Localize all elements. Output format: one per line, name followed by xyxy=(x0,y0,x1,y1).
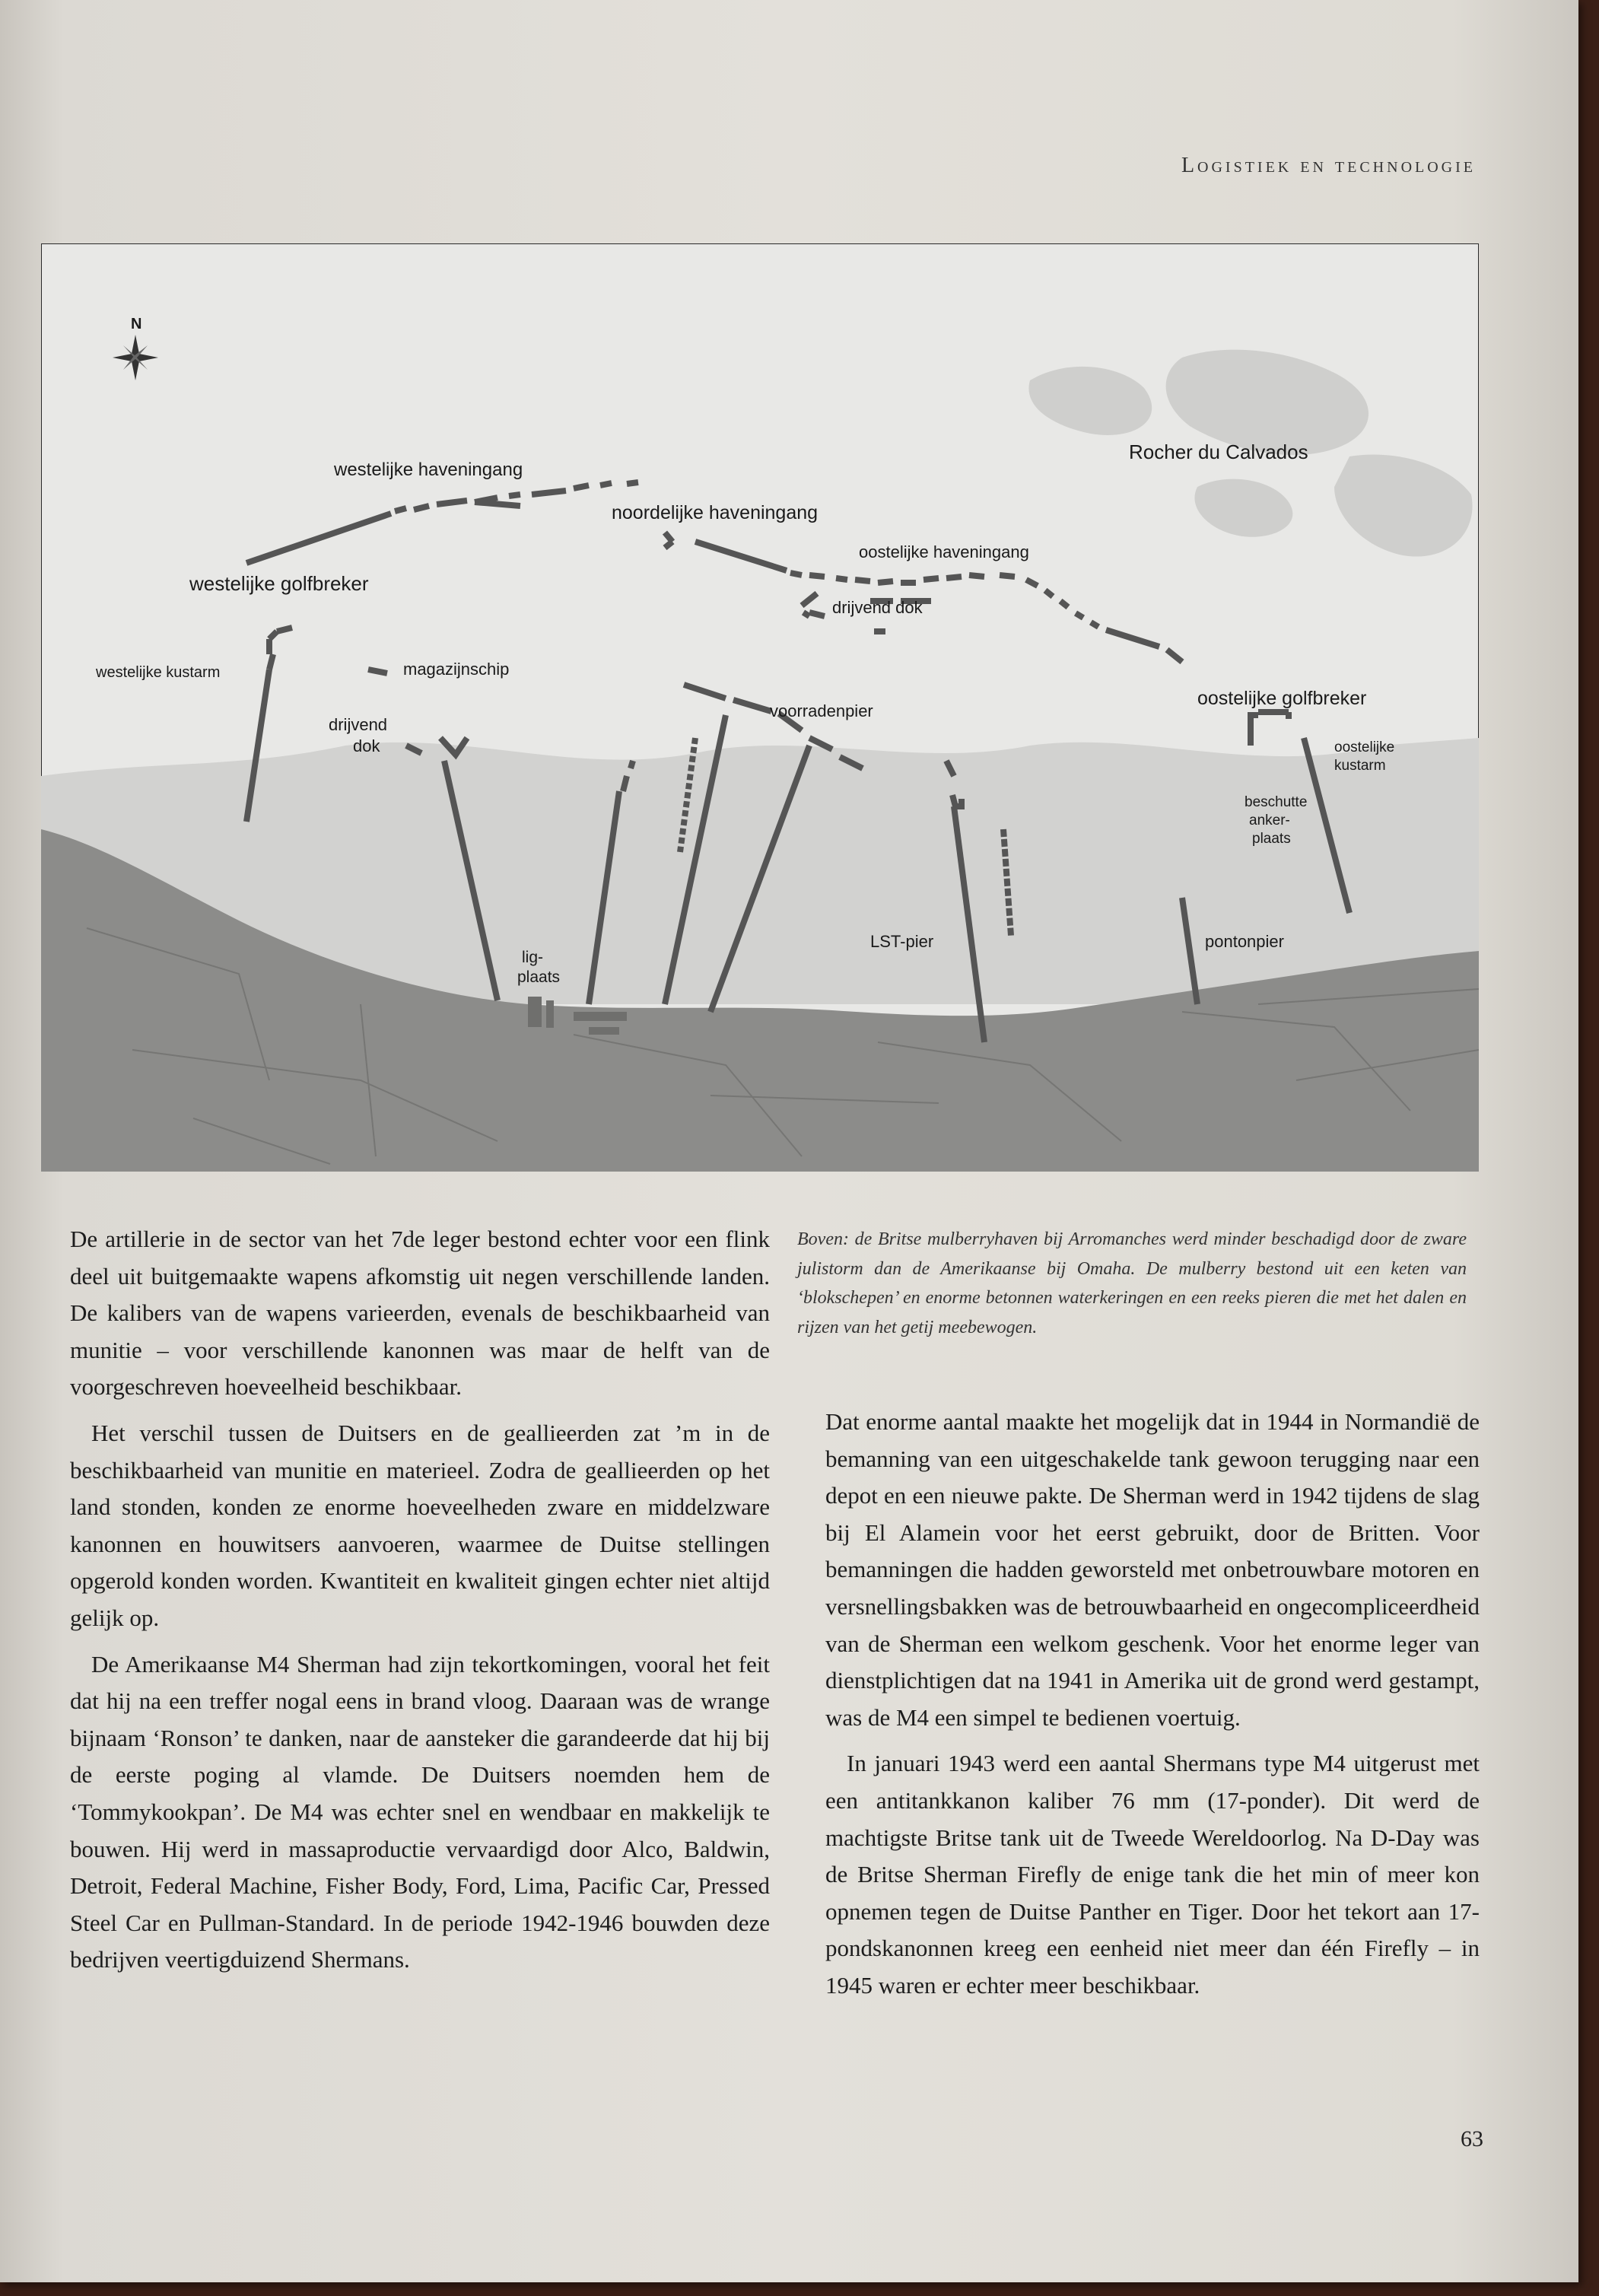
label-floating-dock-2-line2: dok xyxy=(353,736,380,755)
label-floating-dock-2-line1: drijvend xyxy=(329,715,388,734)
label-west-breakwater: westelijke golfbreker xyxy=(189,572,369,595)
label-pontoon-pier: pontonpier xyxy=(1205,932,1284,951)
label-east-arm-line1: oostelijke xyxy=(1334,739,1395,755)
figure-caption: Boven: de Britse mulberryhaven bij Arromanches werd minder beschadigd door de zware julistorm dan de Amerikaanse bij Omaha. De mulberry bestond uit een keten van ‘blokschepen’ en enorme betonnen waterkeringen en een reeks pieren die met het dalen en rijzen van het getij meebewogen. xyxy=(797,1229,1467,1337)
harbour-map-svg xyxy=(41,243,1479,1172)
label-west-entrance: westelijke haveningang xyxy=(334,460,523,480)
label-supply-pier: voorradenpier xyxy=(770,701,873,720)
harbour-map xyxy=(41,243,1479,1172)
label-rocher: Rocher du Calvados xyxy=(1129,440,1308,463)
right-paragraph-2: In januari 1943 werd een aantal Shermans type M4 uitgerust met een antitankkanon kaliber 76 mm (17-ponder). Dit werd de machtigste Britse tank uit de Tweede Wereldoorlog. Na D-Day was de Britse Sherman Firefly de enige tank die het min of meer kon opnemen tegen de Duitse Panther en Tiger. Door het tekort aan 17-pondskanonnen kreeg een eenheid niet meer dan één Firefly – in 1945 waren er echter meer beschikbaar. xyxy=(825,1750,1480,1999)
right-paragraph-1: Dat enorme aantal maakte het mogelijk dat in 1944 in Normandië de bemanning van een uitgeschakelde tank gewoon terugging naar een depot en een nieuwe pakte. De Sherman werd in 1942 tijdens de slag bij El Alamein voor het eerst gebruikt, door de Britten. Voor bemanningen die hadden geworsteld met onbetrouwbare motoren en versnellingsbakken was de betrouwbaarheid en ongecompliceerdheid van de Sherman een welkom geschenk. Voor het enorme leger van dienstplichtigen dat na 1941 in Amerika uit de grond werd gestampt, was de M4 een simpel te bedienen voertuig. xyxy=(825,1408,1480,1731)
label-berth-line2: plaats xyxy=(517,968,561,986)
left-paragraph-3: De Amerikaanse M4 Sherman had zijn tekortkomingen, vooral het feit dat hij na een treffer nogal eens in brand vloog. Daaraan was de wrange bijnaam ‘Ronson’ te danken, naar de aansteker die garandeerde dat hij bij de eerste poging al vlamde. De Duitsers noemden hem de ‘Tommykookpan’. De M4 was echter snel en wendbaar en makkelijk te bouwen. Hij werd in massaproductie vervaardigd door Alco, Baldwin, Detroit, Federal Machine, Fisher Body, Ford, Lima, Pacific Car, Pressed Steel Car en Pullman-Standard. In de periode 1942-1946 bouwden deze bedrijven veertigduizend Shermans. xyxy=(70,1650,770,1973)
label-anchorage-line3: plaats xyxy=(1252,831,1291,847)
running-head: Logistiek en technologie xyxy=(1181,154,1476,177)
north-label: N xyxy=(131,316,142,332)
left-paragraph-1: De artillerie in de sector van het 7de leger bestond echter voor een flink deel uit buitgemaakte wapens afkomstig uit negen verschillende landen. De kalibers van de wapens varieerden, evenals de beschikbaarheid van munitie – voor verschillende kanonnen was maar de helft van de voorgeschreven hoeveelheid beschikbaar. xyxy=(70,1226,770,1401)
right-column xyxy=(825,1404,1480,2005)
label-lst-pier: LST-pier xyxy=(870,932,934,951)
page-number: 63 xyxy=(1461,2126,1483,2151)
label-east-breakwater: oostelijke golfbreker xyxy=(1197,688,1367,709)
label-north-entrance: noordelijke haveningang xyxy=(612,502,819,523)
label-store-ship: magazijnschip xyxy=(403,660,510,679)
label-east-arm-line2: kustarm xyxy=(1334,758,1386,774)
label-anchorage-line1: beschutte xyxy=(1245,794,1308,810)
left-column xyxy=(70,1221,770,1979)
label-berth-line1: lig- xyxy=(522,949,544,966)
label-west-arm: westelijke kustarm xyxy=(96,664,221,681)
label-east-entrance: oostelijke haveningang xyxy=(859,542,1029,561)
label-anchorage-line2: anker- xyxy=(1249,813,1290,828)
label-floating-dock-1: drijvend dok xyxy=(832,598,923,617)
left-paragraph-2: Het verschil tussen de Duitsers en de geallieerden zat ’m in de beschikbaarheid van munitie en materieel. Zodra de geallieerden op het land stonden, konden ze enorme hoeveelheden zware en middelzware kanonnen en houwitsers aanvoeren, waarmee de Duitse stellingen opgerold konden worden. Kwantiteit en kwaliteit gingen echter niet altijd gelijk op. xyxy=(70,1419,770,1631)
